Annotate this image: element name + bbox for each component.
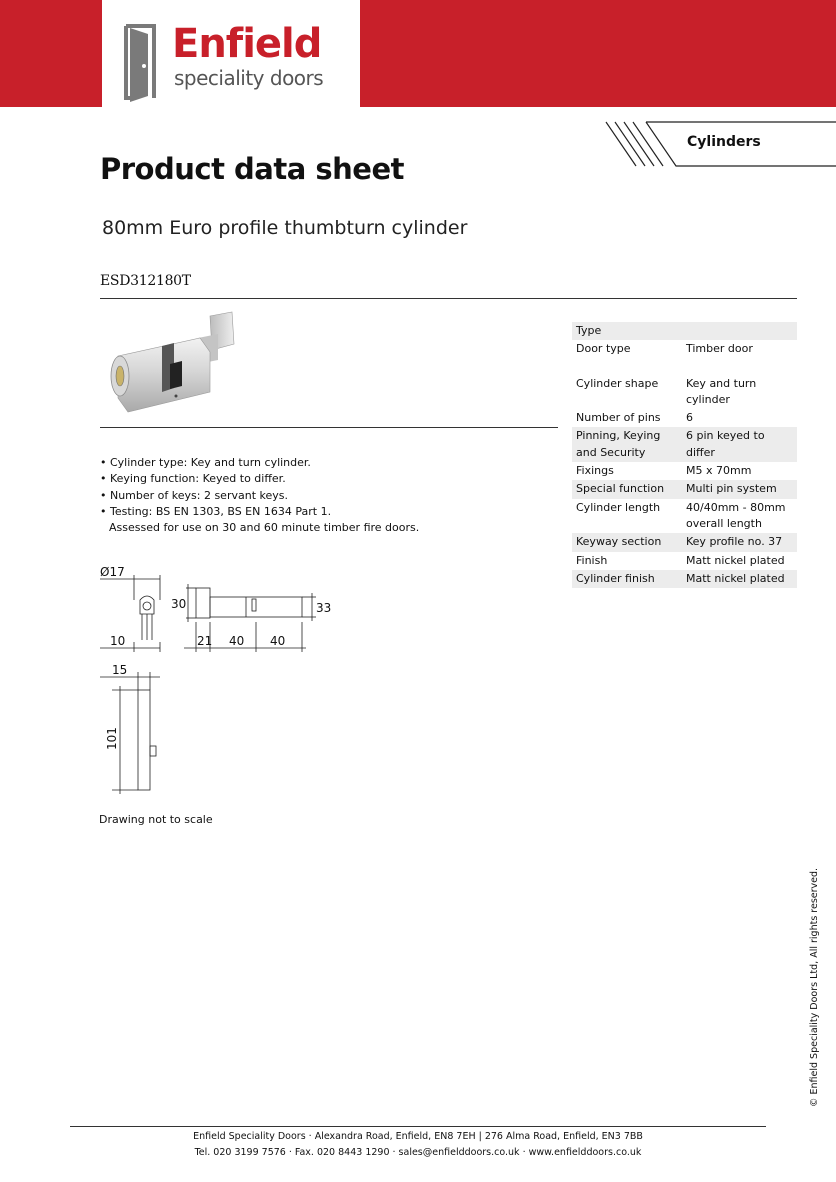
list-item: • Testing: BS EN 1303, BS EN 1634 Part 1. [100, 504, 332, 518]
table-row: Finish Matt nickel plated [576, 553, 785, 567]
door-icon [122, 22, 164, 102]
list-item: Assessed for use on 30 and 60 minute timber fire doors. [109, 521, 420, 535]
product-subtitle: 80mm Euro profile thumbturn cylinder [102, 217, 468, 239]
product-photo [100, 308, 242, 420]
spec-table [572, 322, 797, 588]
table-row: Keyway section Key profile no. 37 [572, 533, 797, 551]
brand-tagline: speciality doors [174, 66, 324, 90]
table-row: Number of pins 6 [576, 411, 693, 425]
list-item: • Keying function: Keyed to differ. [100, 472, 286, 486]
copyright-notice: © Enfield Speciality Doors Ltd, All rights reserved. [809, 867, 820, 1107]
table-row: Door type Timber door [576, 342, 753, 356]
table-row: Cylinder finish Matt nickel plated [572, 570, 797, 588]
product-code: ESD312180T [100, 273, 191, 289]
dim-label: 30 [171, 597, 187, 611]
dim-label: 40 [270, 634, 286, 648]
table-row [572, 359, 797, 375]
table-row: Fixings M5 x 70mm [576, 464, 752, 478]
dim-label: Ø17 [100, 565, 125, 579]
dim-label: 10 [110, 634, 126, 648]
dim-label: 40 [229, 634, 245, 648]
table-row: Pinning, Keying and Security 6 pin keyed to differ [572, 427, 797, 462]
footer-contact: Tel. 020 3199 7576 · Fax. 020 8443 1290 · sales@enfielddoors.co.uk · www.enfielddoors.co.uk [194, 1147, 642, 1158]
page-title: Product data sheet [100, 152, 404, 186]
dim-label: 15 [112, 663, 128, 677]
dim-label: 101 [105, 727, 119, 750]
category-tab: Cylinders [687, 134, 761, 150]
list-item: • Cylinder type: Key and turn cylinder. [100, 456, 311, 469]
drawing-note: Drawing not to scale [99, 813, 213, 826]
footer-address: Enfield Speciality Doors · Alexandra Road, Enfield, EN8 7EH | 276 Alma Road, Enfield, EN3 7BB [193, 1131, 643, 1142]
table-row: Cylinder length 40/40mm - 80mm overall length [576, 500, 786, 530]
table-row: Cylinder shape Key and turn cylinder [576, 376, 757, 406]
brand-name: Enfield [172, 21, 322, 67]
thumbturn-view [100, 663, 160, 794]
dim-label: 21 [197, 634, 213, 648]
divider [70, 1126, 766, 1127]
table-row: Special function Multi pin system [572, 480, 797, 498]
dim-label: 33 [316, 601, 332, 615]
side-view [171, 584, 331, 652]
end-view [100, 565, 160, 652]
technical-drawing [98, 560, 338, 800]
feature-list [100, 455, 419, 536]
divider [100, 298, 797, 299]
table-row: Type [572, 322, 797, 340]
list-item: • Number of keys: 2 servant keys. [100, 488, 288, 502]
divider [100, 427, 558, 428]
